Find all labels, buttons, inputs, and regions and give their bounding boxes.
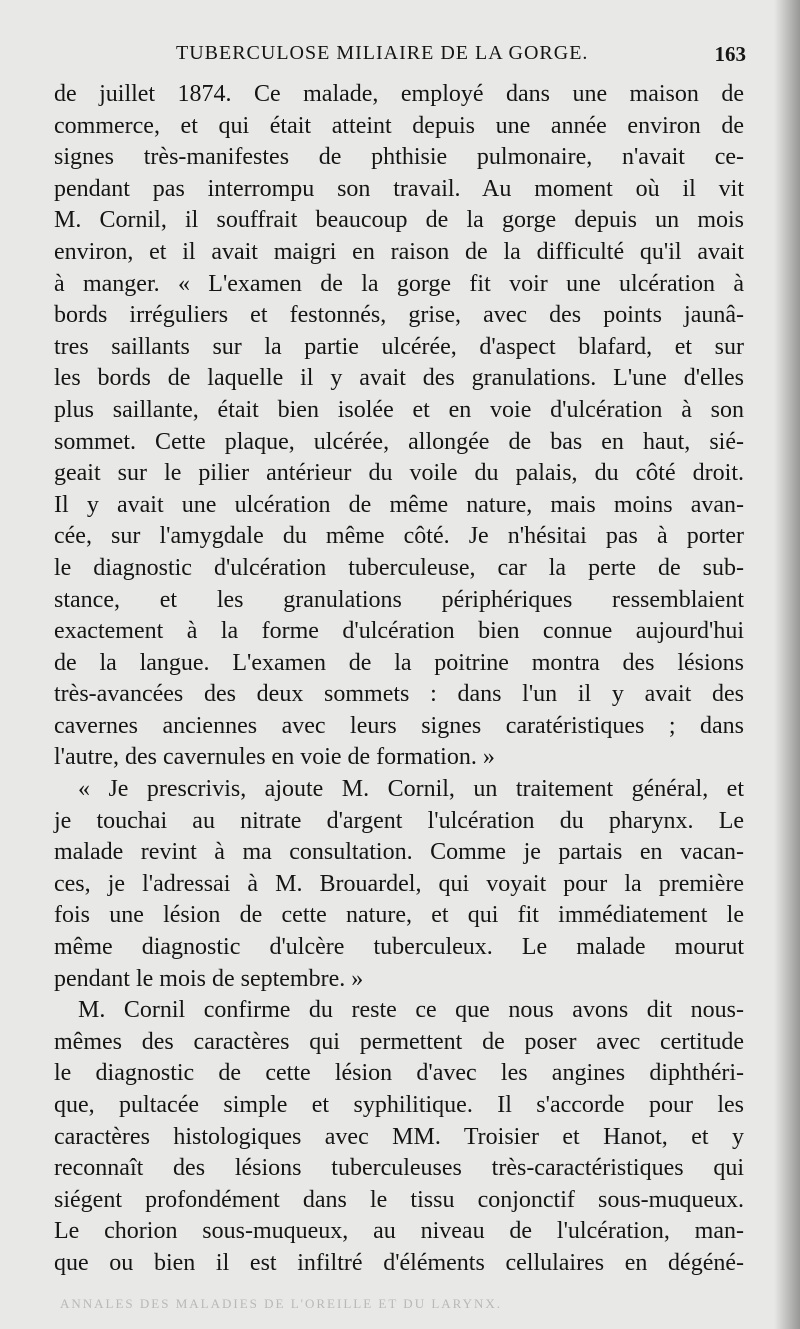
body-text — [54, 79, 744, 1280]
text-line: que ou bien il est infiltré d'éléments cellulaires en dégéné- — [54, 1249, 744, 1276]
text-line: pendant le mois de septembre. » — [54, 965, 364, 992]
text-line: très-avancées des deux sommets : dans l'un il y avait des — [54, 681, 744, 708]
text-line: de la langue. L'examen de la poitrine montra des lésions — [54, 649, 744, 676]
text-line: le diagnostic de cette lésion d'avec les angines diphthéri- — [54, 1060, 744, 1087]
text-line: exactement à la forme d'ulcération bien connue aujourd'hui — [54, 618, 744, 645]
text-line: Il y avait une ulcération de même nature, mais moins avan- — [54, 491, 744, 518]
text-line: « Je prescrivis, ajoute M. Cornil, un traitement général, et — [78, 776, 744, 803]
text-line: siégent profondément dans le tissu conjonctif sous-muqueux. — [54, 1186, 744, 1213]
text-line: que, pultacée simple et syphilitique. Il s'accorde pour les — [54, 1092, 744, 1118]
faded-footer-text: ANNALES DES MALADIES DE L'OREILLE ET DU LARYNX. — [60, 1296, 503, 1311]
text-line: pendant pas interrompu son travail. Au moment où il vit — [54, 175, 744, 202]
page-edge-shadow — [774, 0, 800, 1329]
text-line: signes très-manifestes de phthisie pulmonaire, n'avait ce- — [54, 144, 744, 171]
text-line: le diagnostic d'ulcération tuberculeuse, car la perte de sub- — [54, 554, 744, 581]
text-line: l'autre, des cavernules en voie de formation. » — [54, 744, 495, 771]
text-line: cavernes anciennes avec leurs signes caratéristiques ; dans — [54, 712, 744, 739]
text-line: sommet. Cette plaque, ulcérée, allongée de bas en haut, sié- — [54, 428, 744, 455]
text-line: caractères histologiques avec MM. Troisier et Hanot, et y — [54, 1123, 744, 1150]
text-line: même diagnostic d'ulcère tuberculeux. Le malade mourut — [54, 934, 744, 961]
text-line: malade revint à ma consultation. Comme je partais en vacan- — [54, 839, 744, 866]
text-line: à manger. « L'examen de la gorge fit voir une ulcération à — [54, 270, 744, 297]
text-line: plus saillante, était bien isolée et en voie d'ulcération à son — [54, 396, 744, 423]
text-line: fois une lésion de cette nature, et qui fit immédiatement le — [54, 902, 744, 929]
text-line: cée, sur l'amygdale du même côté. Je n'hésitai pas à porter — [54, 523, 744, 550]
text-line: stance, et les granulations périphériques ressemblaient — [54, 586, 744, 613]
text-line: de juillet 1874. Ce malade, employé dans une maison de — [54, 81, 744, 107]
text-line: Le chorion sous-muqueux, au niveau de l'ulcération, man- — [54, 1218, 744, 1245]
text-line: commerce, et qui était atteint depuis une année environ de — [54, 112, 744, 139]
page-number: 163 — [714, 42, 746, 66]
running-title: TUBERCULOSE MILIAIRE DE LA GORGE. — [176, 42, 589, 64]
text-line: je touchai au nitrate d'argent l'ulcération du pharynx. Le — [54, 807, 744, 834]
text-line: M. Cornil, il souffrait beaucoup de la gorge depuis un mois — [54, 207, 744, 234]
page-header — [56, 38, 746, 74]
text-line: les bords de laquelle il y avait des granulations. L'une d'elles — [54, 365, 744, 392]
text-line: tres saillants sur la partie ulcérée, d'aspect blafard, et sur — [54, 333, 744, 360]
text-line: M. Cornil confirme du reste ce que nous avons dit nous- — [78, 997, 744, 1024]
text-line: bords irréguliers et festonnés, grise, avec des points jaunâ- — [54, 302, 744, 329]
text-line: environ, et il avait maigri en raison de la difficulté qu'il avait — [54, 238, 744, 265]
text-line: geait sur le pilier antérieur du voile du palais, du côté droit. — [54, 460, 744, 487]
text-line: mêmes des caractères qui permettent de poser avec certitude — [54, 1028, 744, 1055]
text-line: ces, je l'adressai à M. Brouardel, qui voyait pour la première — [54, 870, 744, 897]
text-line: reconnaît des lésions tuberculeuses très-caractéristiques qui — [54, 1155, 744, 1182]
